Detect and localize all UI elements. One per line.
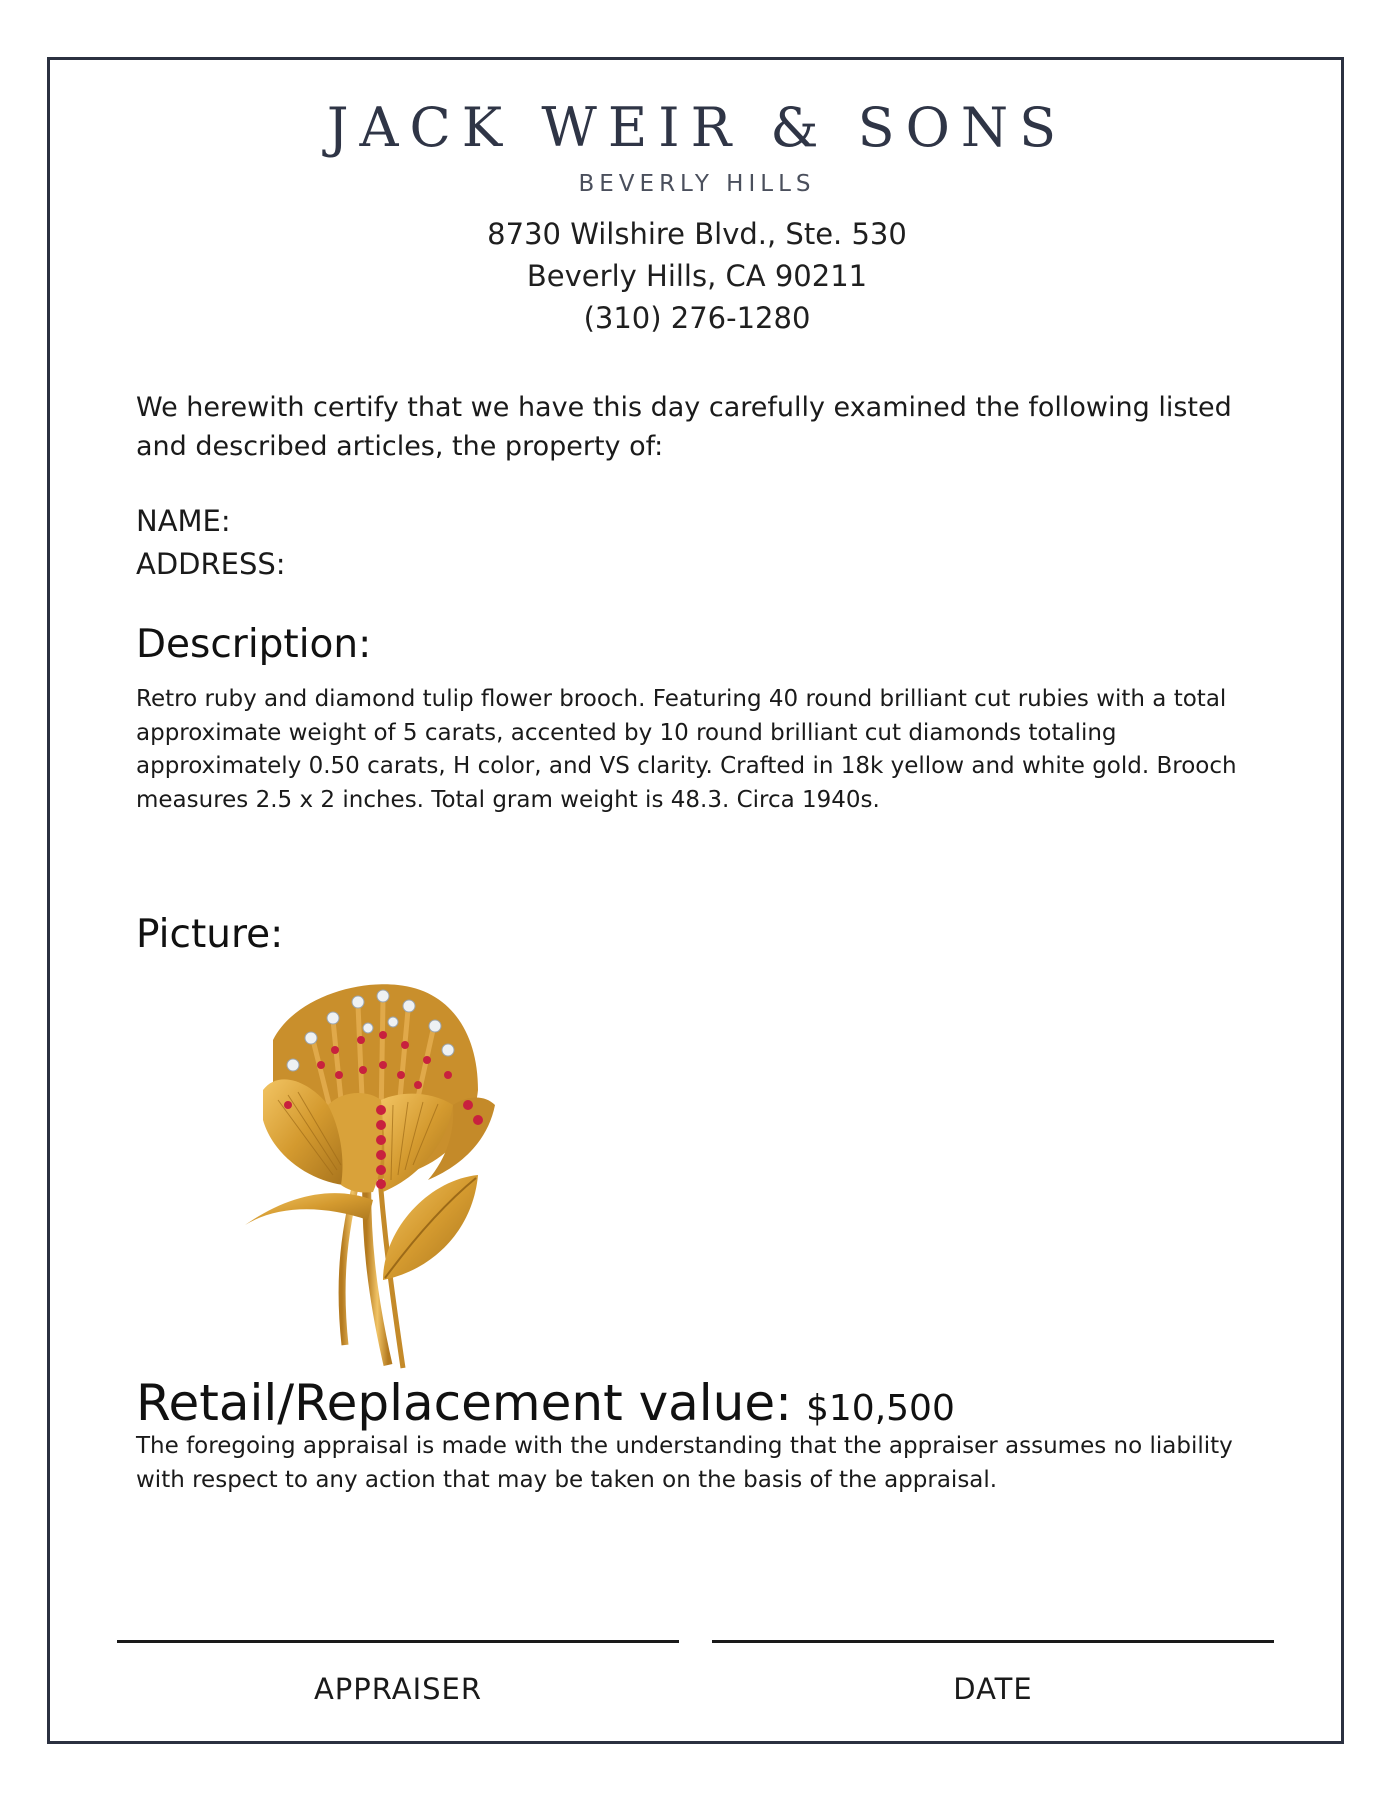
value-line — [136, 1372, 955, 1434]
address-line-2: Beverly Hills, CA 90211 — [526, 259, 868, 293]
description-text: Retro ruby and diamond tulip flower brooch. Featuring 40 round brilliant cut rubies with a total approximate weight of 5 carats, accented by 10 round brilliant cut diamonds totaling approximately 0.50 carats, H color, and VS clarity. Crafted in 18k yellow and white gold. Brooch measures 2.5 x 2 inches. Total gram weight is 48.3. Circa 1940s. — [136, 686, 1237, 813]
value-label: Retail/Replacement value: — [136, 1374, 792, 1432]
description-heading: Description: — [136, 622, 372, 667]
value-amount: $10,500 — [805, 1388, 955, 1429]
name-field-label: NAME: — [136, 504, 231, 538]
certification-statement: We herewith certify that we have this day carefully examined the following listed and described articles, the property of: — [136, 392, 1232, 462]
phone-number: (310) 276-1280 — [583, 301, 811, 335]
appraiser-label: APPRAISER — [313, 1672, 483, 1706]
address-line-1: 8730 Wilshire Blvd., Ste. 530 — [487, 217, 907, 251]
date-signature-line — [712, 1640, 1274, 1643]
address-field-label: ADDRESS: — [136, 547, 286, 581]
date-label: DATE — [953, 1672, 1033, 1706]
brand-logo-title: JACK WEIR & SONS — [326, 96, 1068, 159]
picture-heading: Picture: — [136, 912, 284, 957]
brand-location: BEVERLY HILLS — [578, 171, 816, 197]
appraiser-signature-line — [117, 1640, 679, 1643]
brooch-image — [233, 980, 533, 1370]
appraisal-disclaimer: The foregoing appraisal is made with the understanding that the appraiser assumes no liability with respect to any action that may be taken on the basis of the appraisal. — [136, 1433, 1233, 1493]
